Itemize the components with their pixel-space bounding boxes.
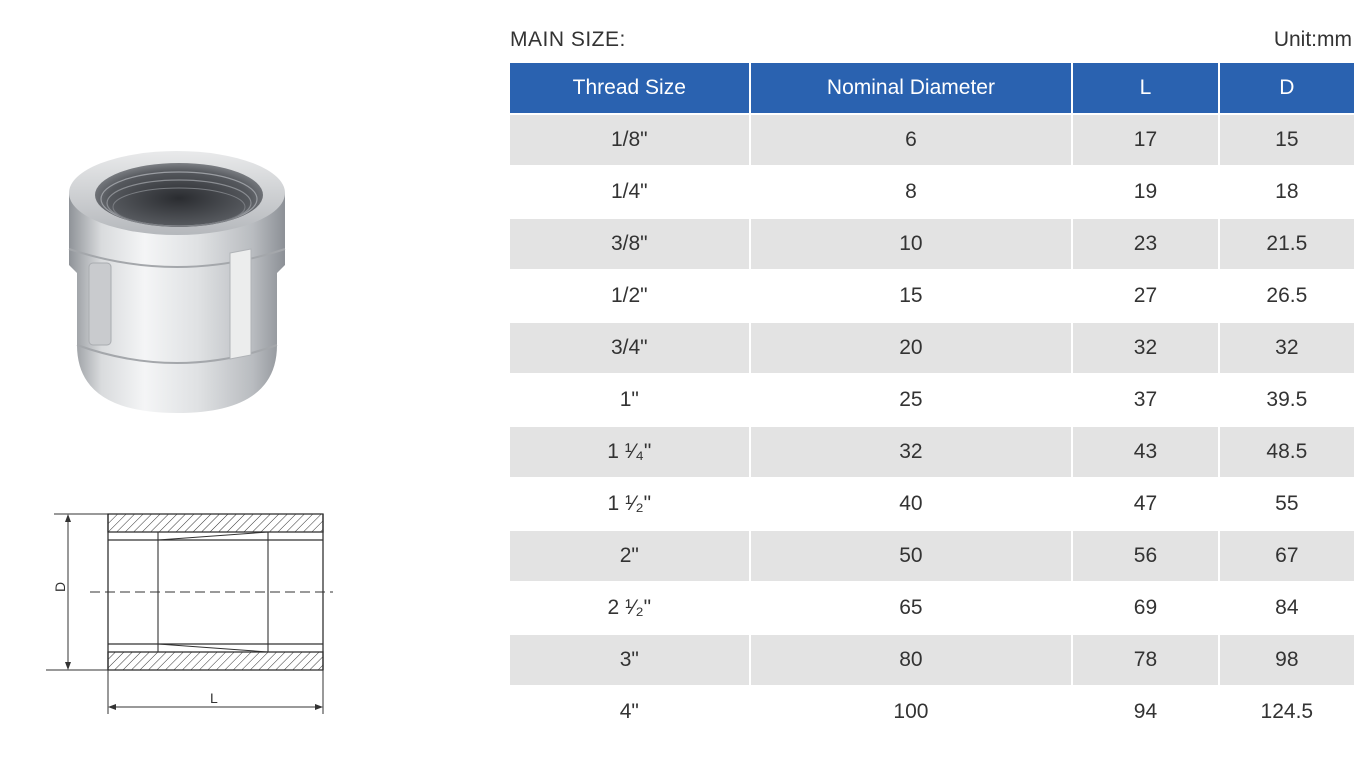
- cell-d: 124.5: [1220, 687, 1354, 739]
- cell-l: 69: [1073, 583, 1217, 635]
- table-row: [510, 375, 1354, 427]
- cell-thread-size: 1/8": [510, 115, 749, 167]
- table-row: [510, 167, 1354, 219]
- cell-l: 19: [1073, 167, 1217, 219]
- dimension-label-d: D: [52, 581, 68, 592]
- cell-nominal-diameter: 65: [751, 583, 1072, 635]
- main-size-title: MAIN SIZE:: [510, 28, 626, 51]
- column-header-d: D: [1220, 63, 1354, 115]
- cell-nominal-diameter: 25: [751, 375, 1072, 427]
- cell-l: 94: [1073, 687, 1217, 739]
- table-row: [510, 271, 1354, 323]
- cell-nominal-diameter: 80: [751, 635, 1072, 687]
- cell-d: 98: [1220, 635, 1354, 687]
- cell-nominal-diameter: 32: [751, 427, 1072, 479]
- cell-nominal-diameter: 10: [751, 219, 1072, 271]
- dimension-label-l: L: [210, 690, 218, 706]
- cell-d: 55: [1220, 479, 1354, 531]
- cell-d: 32: [1220, 323, 1354, 375]
- cell-l: 47: [1073, 479, 1217, 531]
- table-row: [510, 219, 1354, 271]
- column-header-l: L: [1073, 63, 1217, 115]
- technical-drawing: [38, 500, 338, 725]
- table-row: [510, 531, 1354, 583]
- coupling-cross-section: [38, 500, 338, 725]
- cell-l: 37: [1073, 375, 1217, 427]
- cell-l: 23: [1073, 219, 1217, 271]
- column-header-thread-size: Thread Size: [510, 63, 749, 115]
- coupling-image: [55, 145, 300, 420]
- cell-nominal-diameter: 6: [751, 115, 1072, 167]
- cell-thread-size: 3/8": [510, 219, 749, 271]
- cell-thread-size: 2": [510, 531, 749, 583]
- cell-d: 67: [1220, 531, 1354, 583]
- size-table-container: [510, 63, 1354, 739]
- column-header-nominal-diameter: Nominal Diameter: [751, 63, 1072, 115]
- cell-nominal-diameter: 15: [751, 271, 1072, 323]
- product-photo: [55, 145, 300, 420]
- cell-nominal-diameter: 20: [751, 323, 1072, 375]
- cell-l: 56: [1073, 531, 1217, 583]
- table-row: [510, 635, 1354, 687]
- cell-thread-size: 1": [510, 375, 749, 427]
- unit-label: Unit:mm: [1273, 28, 1352, 51]
- cell-nominal-diameter: 8: [751, 167, 1072, 219]
- table-row: [510, 427, 1354, 479]
- cell-d: 26.5: [1220, 271, 1354, 323]
- cell-nominal-diameter: 40: [751, 479, 1072, 531]
- table-row: [510, 687, 1354, 739]
- cell-thread-size: 4": [510, 687, 749, 739]
- cell-nominal-diameter: 100: [751, 687, 1072, 739]
- cell-l: 43: [1073, 427, 1217, 479]
- table-header-row: [510, 63, 1354, 115]
- size-table: [508, 63, 1356, 739]
- cell-nominal-diameter: 50: [751, 531, 1072, 583]
- cell-d: 15: [1220, 115, 1354, 167]
- cell-thread-size: 1/2": [510, 271, 749, 323]
- table-row: [510, 479, 1354, 531]
- cell-thread-size: 3/4": [510, 323, 749, 375]
- cell-thread-size: 2 ¹⁄₂": [510, 583, 749, 635]
- cell-l: 78: [1073, 635, 1217, 687]
- cell-d: 39.5: [1220, 375, 1354, 427]
- cell-d: 21.5: [1220, 219, 1354, 271]
- table-row: [510, 583, 1354, 635]
- cell-thread-size: 1/4": [510, 167, 749, 219]
- cell-thread-size: 1 ¹⁄₄": [510, 427, 749, 479]
- cell-l: 17: [1073, 115, 1217, 167]
- cell-thread-size: 1 ¹⁄₂": [510, 479, 749, 531]
- cell-d: 84: [1220, 583, 1354, 635]
- table-row: [510, 115, 1354, 167]
- cell-l: 32: [1073, 323, 1217, 375]
- cell-d: 18: [1220, 167, 1354, 219]
- table-row: [510, 323, 1354, 375]
- cell-thread-size: 3": [510, 635, 749, 687]
- cell-l: 27: [1073, 271, 1217, 323]
- cell-d: 48.5: [1220, 427, 1354, 479]
